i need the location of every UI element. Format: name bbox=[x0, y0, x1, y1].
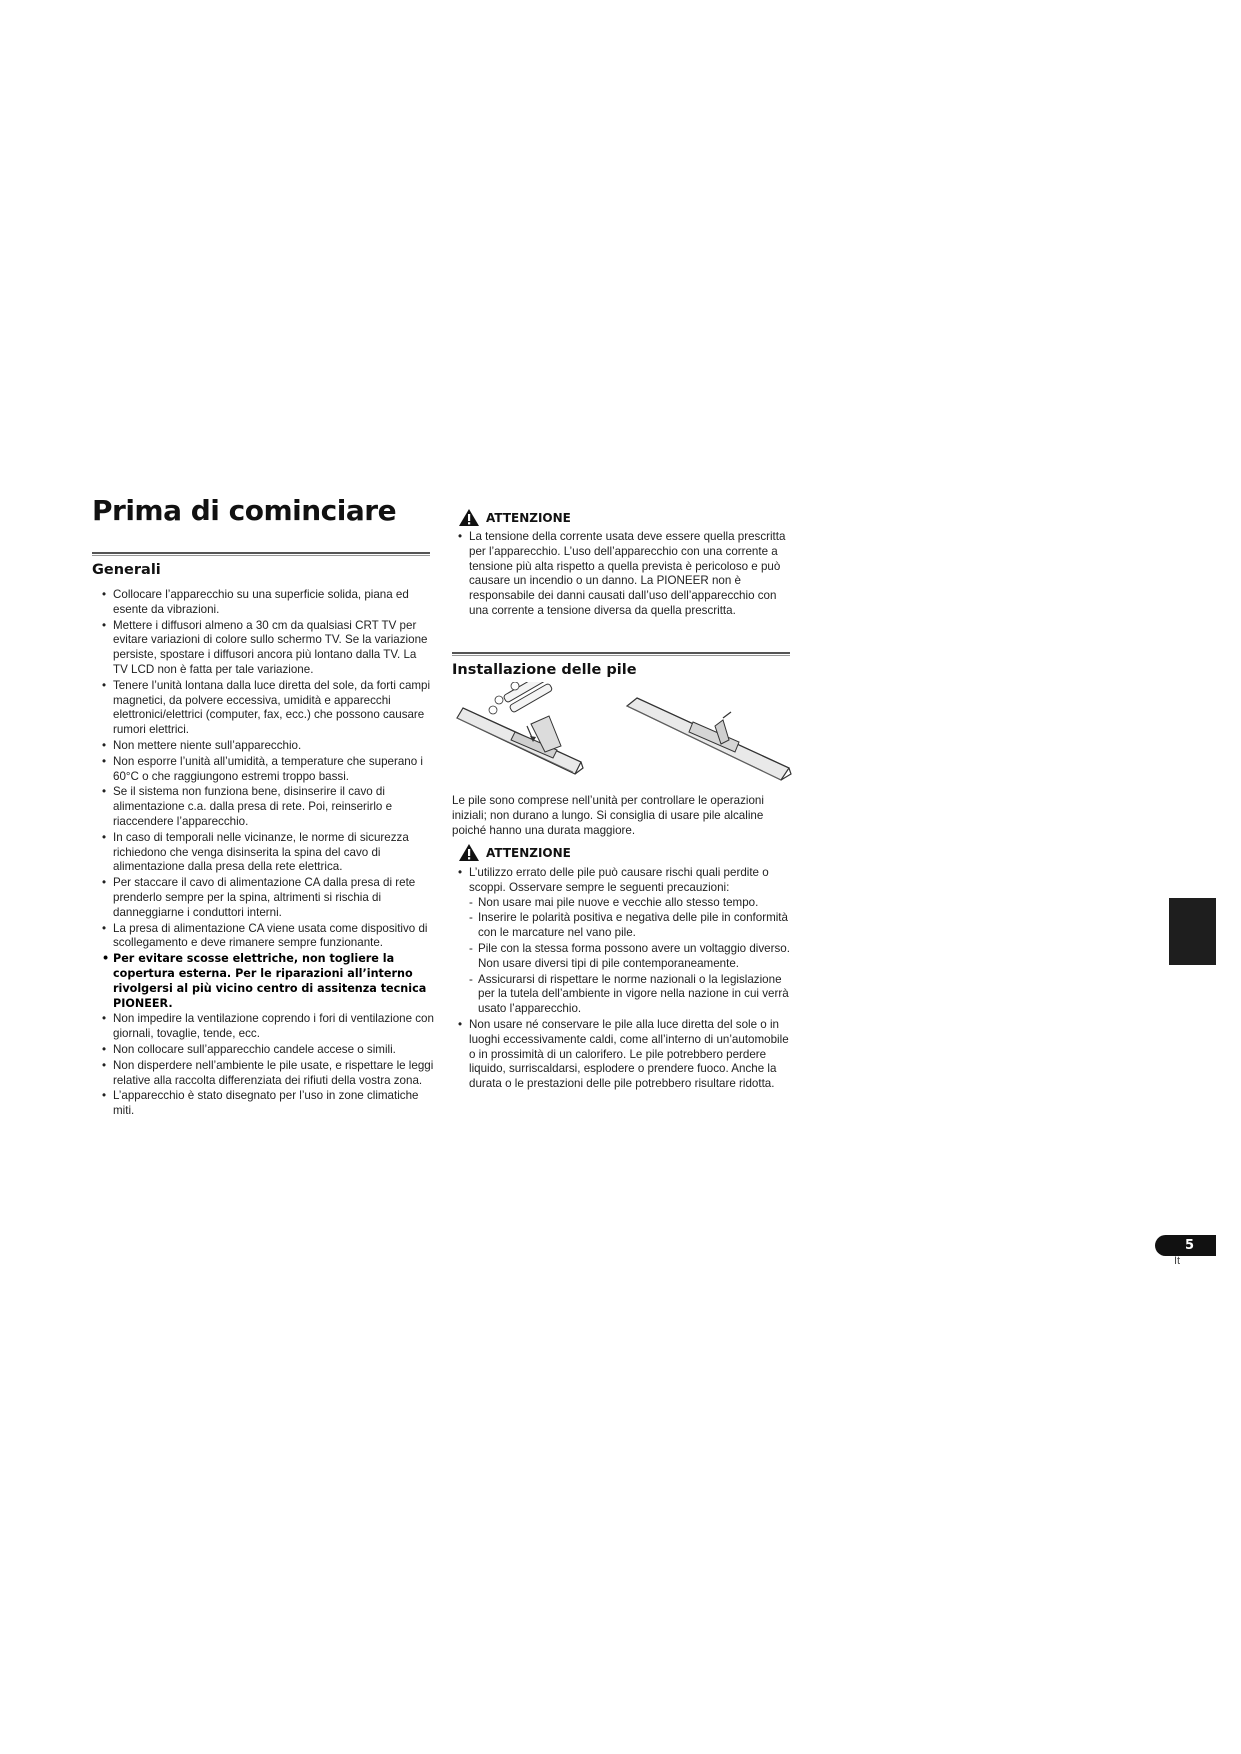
list-item: • In caso di temporali nelle vicinanze, le norme di sicurezza richiedono che venga disinserita la spina del cavo di alimentazione dalla presa della rete elettrica. bbox=[102, 831, 434, 875]
list-item: • Non collocare sull’apparecchio candele accese o simili. bbox=[102, 1043, 434, 1058]
batteries-intro: Le pile sono comprese nell’unità per controllare le operazioni iniziali; non durano a lungo. Si consiglia di usare pile alcaline poiché hanno una durata maggiore. bbox=[452, 794, 764, 837]
list-item-bold: • Per evitare scosse elettriche, non togliere la copertura esterna. Per le riparazioni all’interno rivolgersi al più vicino centro di assitenza tecnica PIONEER. bbox=[102, 952, 434, 1011]
caution-heading bbox=[458, 843, 571, 862]
sub-list bbox=[469, 896, 790, 1017]
section-heading-generali: Generali bbox=[92, 562, 161, 578]
section-heading-pile: Installazione delle pile bbox=[452, 662, 637, 678]
list-item: • L’apparecchio è stato disegnato per l’uso in zone climatiche miti. bbox=[102, 1089, 434, 1119]
batteries-caution-list bbox=[458, 866, 790, 1093]
generali-list bbox=[102, 588, 434, 1120]
list-item: • Non disperdere nell’ambiente le pile usate, e rispettare le leggi relative alla raccolta differenziata dei rifiuti della vostra zona. bbox=[102, 1059, 434, 1089]
sub-list-item: - Non usare mai pile nuove e vecchie allo stesso tempo. bbox=[469, 896, 790, 911]
list-item: • Non usare né conservare le pile alla luce diretta del sole o in luoghi eccessivamente caldi, come all’interno di un’automobile o in prossimità di un calorifero. Le pile potrebbero perdere liquido, surriscaldarsi, esplodere o prendere fuoco. Anche la durata o le prestazioni delle pile potrebbero risultare ridotta. bbox=[458, 1018, 790, 1092]
caution-label: ATTENZIONE bbox=[486, 845, 571, 860]
battery-installation-illustration bbox=[453, 682, 797, 790]
list-item: • Non esporre l’unità all’umidità, a temperature che superano i 60°C o che raggiungono estremi troppo bassi. bbox=[102, 755, 434, 785]
list-item: • Per staccare il cavo di alimentazione CA dalla presa di rete prenderlo sempre per la spina, altrimenti si rischia di danneggiarne i conduttori interni. bbox=[102, 876, 434, 920]
sub-list-item: - Inserire le polarità positiva e negativa delle pile in conformità con le marcature nel vano pile. bbox=[469, 911, 790, 941]
list-item: • La presa di alimentazione CA viene usata come dispositivo di scollegamento e deve rimanere sempre funzionante. bbox=[102, 922, 434, 952]
list-item: • La tensione della corrente usata deve essere quella prescritta per l’apparecchio. L’uso dell’apparecchio con una corrente a tensione più alta rispetto a quella prevista è pericoloso e può causare un incendio o un danno. La PIONEER non è responsabile dei danni causati dall’uso dell’apparecchio con una corrente a tensione diversa da quella prescritta. bbox=[458, 530, 790, 619]
sub-list-item: - Assicurarsi di rispettare le norme nazionali o la legislazione per la tutela dell’ambiente in vigore nella nazione in cui verrà usato l’apparecchio. bbox=[469, 973, 790, 1017]
list-item: • Non impedire la ventilazione coprendo i fori di ventilazione con giornali, tovaglie, tende, ecc. bbox=[102, 1012, 434, 1042]
sub-list-item: - Pile con la stessa forma possono avere un voltaggio diverso. Non usare diversi tipi di pile contemporaneamente. bbox=[469, 942, 790, 972]
list-item: • Collocare l’apparecchio su una superficie solida, piana ed esente da vibrazioni. bbox=[102, 588, 434, 618]
page-language: It bbox=[1174, 1255, 1181, 1267]
warning-triangle-icon bbox=[458, 843, 480, 862]
section-rule bbox=[452, 652, 790, 656]
caution-list bbox=[458, 530, 790, 620]
warning-triangle-icon bbox=[458, 508, 480, 527]
caution-label: ATTENZIONE bbox=[486, 510, 571, 525]
list-item: • Tenere l’unità lontana dalla luce diretta del sole, da forti campi magnetici, da polvere eccessiva, umidità e apparecchi elettronici/elettrici (computer, fax, ecc.) che possono causare rumori elettrici. bbox=[102, 679, 434, 738]
list-item: • Non mettere niente sull’apparecchio. bbox=[102, 739, 434, 754]
list-item bbox=[458, 866, 790, 1017]
chapter-tab bbox=[1169, 898, 1216, 965]
list-item: • Mettere i diffusori almeno a 30 cm da qualsiasi CRT TV per evitare variazioni di colore sullo schermo TV. Se la variazione persiste, spostare i diffusori ancora più lontano dalla TV. La TV LCD non è fatta per tale variazione. bbox=[102, 619, 434, 678]
list-item-text: L’utilizzo errato delle pile può causare rischi quali perdite o scoppi. Osservare sempre le seguenti precauzioni: bbox=[469, 866, 769, 894]
page-title: Prima di cominciare bbox=[92, 494, 397, 527]
section-rule bbox=[92, 552, 430, 556]
page-number: 5 bbox=[1155, 1235, 1216, 1256]
list-item: • Se il sistema non funziona bene, disinserire il cavo di alimentazione c.a. dalla presa di rete. Poi, reinserirlo e riaccendere l’apparecchio. bbox=[102, 785, 434, 829]
caution-heading bbox=[458, 508, 571, 527]
